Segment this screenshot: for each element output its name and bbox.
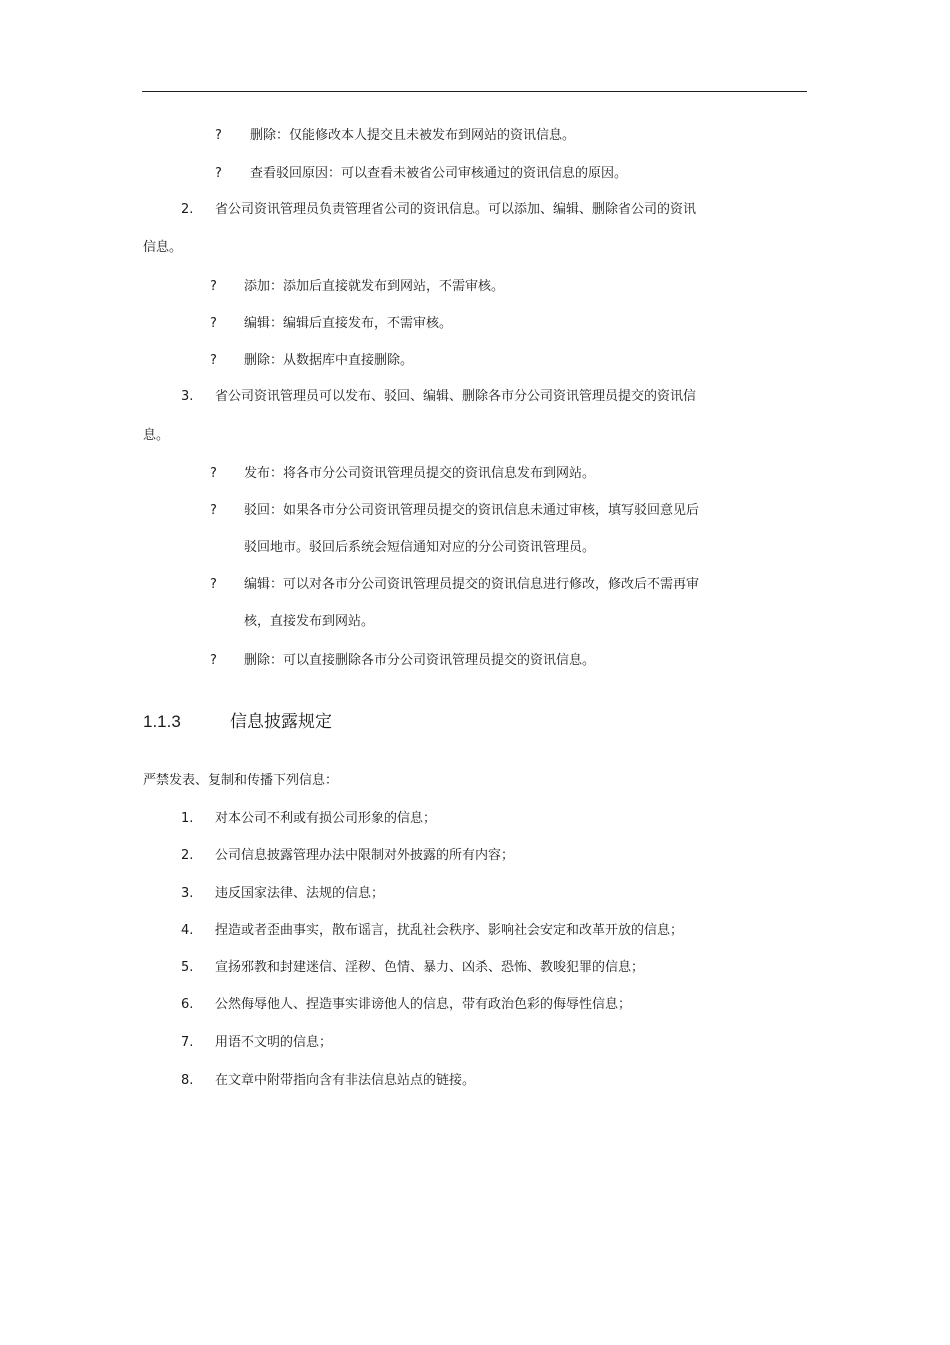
section-number: 1.1.3 xyxy=(143,712,181,731)
bullet-add-text: 添加：添加后直接就发布到网站，不需审核。 xyxy=(244,279,505,294)
header-rule xyxy=(142,91,807,92)
list-item-number: 7. xyxy=(181,1035,194,1050)
list-item: 用语不文明的信息； xyxy=(215,1035,333,1050)
list-item-number: 6. xyxy=(181,997,194,1012)
list-item: 公司信息披露管理办法中限制对外披露的所有内容； xyxy=(215,848,515,863)
list-item-number: 1. xyxy=(181,811,194,826)
item-number: 3. xyxy=(181,389,194,404)
item-number: 2. xyxy=(181,202,194,217)
bullet-edit-text-cont: 核，直接发布到网站。 xyxy=(244,614,375,629)
list-item-number: 3. xyxy=(181,886,194,901)
bullet-reject-text: 驳回：如果各市分公司资讯管理员提交的资讯信息未通过审核，填写驳回意见后 xyxy=(244,503,700,518)
item-3-text-cont: 息。 xyxy=(143,428,170,443)
bullet-edit-text: 编辑：编辑后直接发布，不需审核。 xyxy=(244,316,453,331)
intro-text: 严禁发表、复制和传播下列信息： xyxy=(143,773,339,788)
list-item-number: 8. xyxy=(181,1073,194,1088)
list-item: 宣扬邪教和封建迷信、淫秽、色情、暴力、凶杀、恐怖、教唆犯罪的信息； xyxy=(215,960,645,975)
bullet-edit-text: 编辑：可以对各市分公司资讯管理员提交的资讯信息进行修改，修改后不需再审 xyxy=(244,577,700,592)
item-2-text: 省公司资讯管理员负责管理省公司的资讯信息。可以添加、编辑、删除省公司的资讯 xyxy=(215,202,697,217)
item-3-text: 省公司资讯管理员可以发布、驳回、编辑、删除各市分公司资讯管理员提交的资讯信 xyxy=(215,389,697,404)
bullet-delete-text: 删除：从数据库中直接删除。 xyxy=(244,353,414,368)
bullet-delete-text: 删除：仅能修改本人提交且未被发布到网站的资讯信息。 xyxy=(250,128,576,143)
list-item-number: 5. xyxy=(181,960,194,975)
bullet-marker: ? xyxy=(210,353,217,368)
list-item: 在文章中附带指向含有非法信息站点的链接。 xyxy=(215,1073,476,1088)
section-title: 信息披露规定 xyxy=(230,712,332,732)
list-item: 违反国家法律、法规的信息； xyxy=(215,886,385,901)
list-item: 捏造或者歪曲事实，散布谣言，扰乱社会秩序、影响社会安定和改革开放的信息； xyxy=(215,923,684,938)
list-item-number: 2. xyxy=(181,848,194,863)
item-2-text-cont: 信息。 xyxy=(143,240,183,255)
bullet-marker: ? xyxy=(210,279,217,294)
bullet-marker: ? xyxy=(210,653,217,668)
bullet-delete-text: 删除：可以直接删除各市分公司资讯管理员提交的资讯信息。 xyxy=(244,653,596,668)
bullet-publish-text: 发布：将各市分公司资讯管理员提交的资讯信息发布到网站。 xyxy=(244,466,596,481)
bullet-marker: ? xyxy=(210,577,217,592)
bullet-reject-text-cont: 驳回地市。驳回后系统会短信通知对应的分公司资讯管理员。 xyxy=(244,540,596,555)
bullet-marker: ? xyxy=(210,316,217,331)
list-item-number: 4. xyxy=(181,923,194,938)
bullet-marker: ? xyxy=(215,166,222,181)
list-item: 公然侮辱他人、捏造事实诽谤他人的信息，带有政治色彩的侮辱性信息； xyxy=(215,997,632,1012)
list-item: 对本公司不利或有损公司形象的信息； xyxy=(215,811,437,826)
bullet-marker: ? xyxy=(210,466,217,481)
bullet-marker: ? xyxy=(210,503,217,518)
bullet-marker: ? xyxy=(215,128,222,143)
bullet-view-reject-reason-text: 查看驳回原因：可以查看未被省公司审核通过的资讯信息的原因。 xyxy=(250,166,628,181)
